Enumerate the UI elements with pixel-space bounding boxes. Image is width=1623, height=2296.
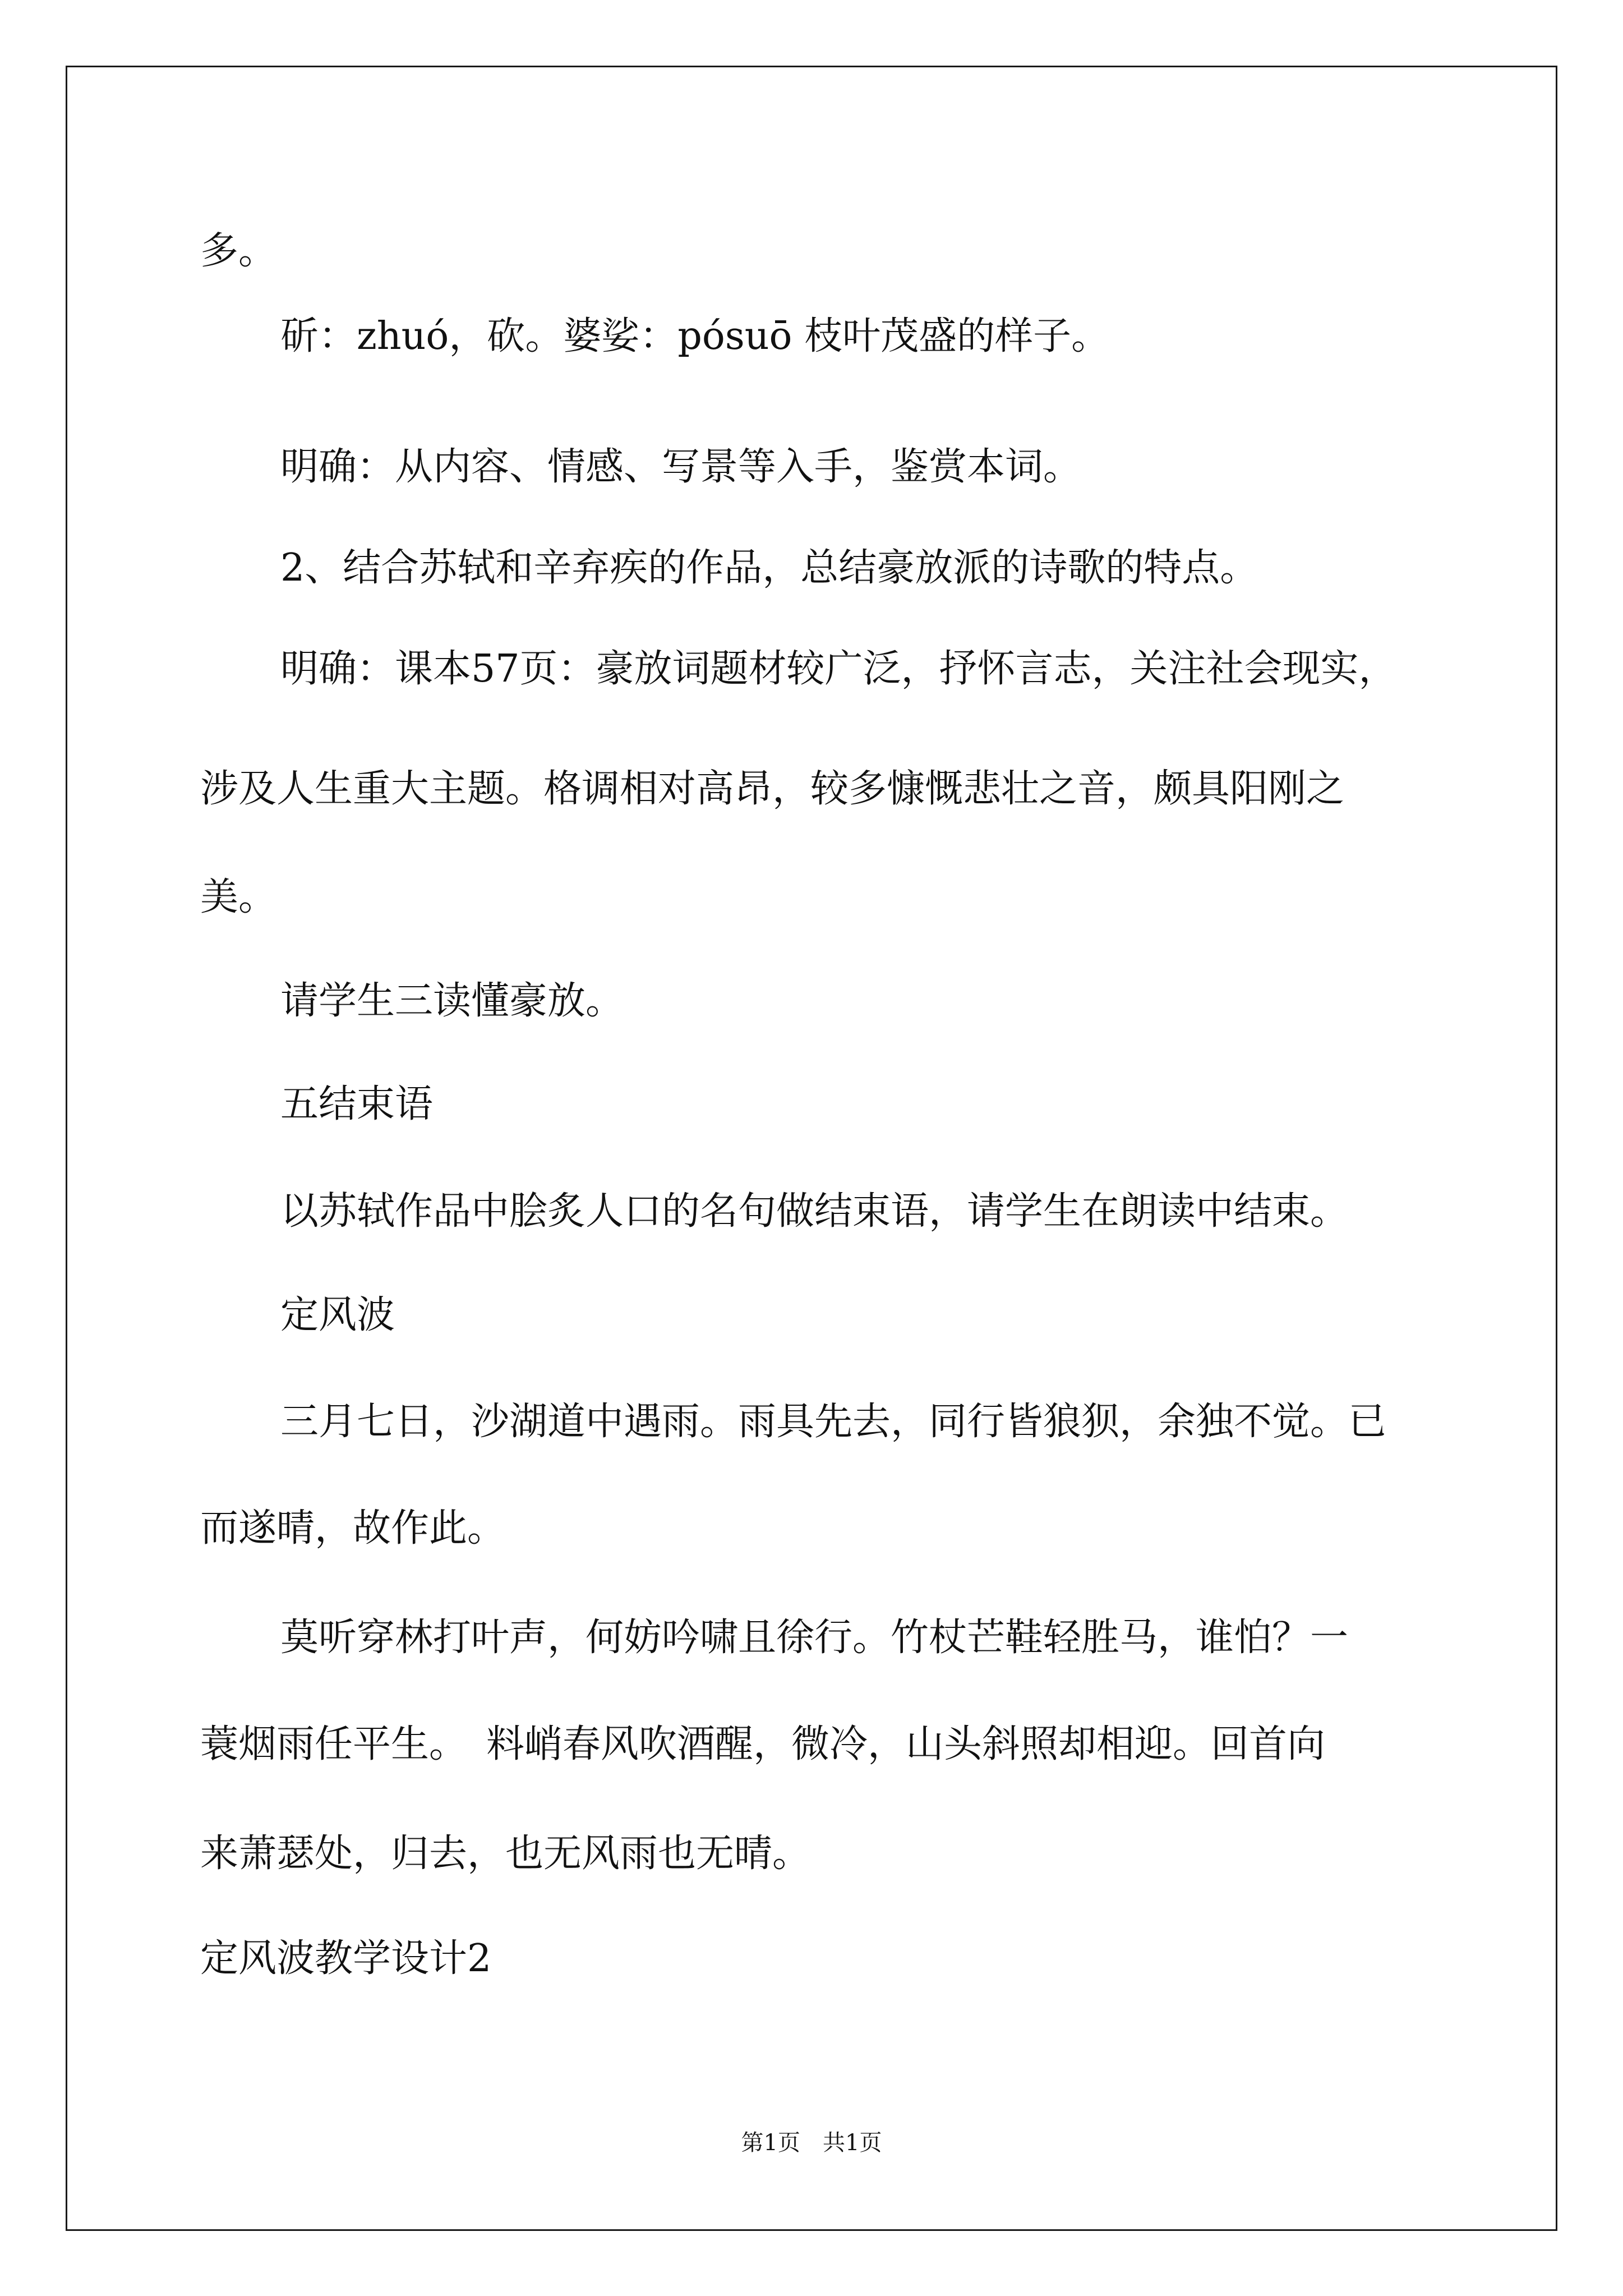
text-line: 请学生三读懂豪放。 <box>280 979 624 1023</box>
page-border <box>66 66 1557 2231</box>
text-line: 蓑烟雨任平生。 料峭春风吹酒醒，微冷，山头斜照却相迎。回首向 <box>200 1722 1326 1766</box>
text-line: 莫听穿林打叶声，何妨吟啸且徐行。竹杖芒鞋轻胜马，谁怕？一 <box>280 1616 1349 1660</box>
text-line: 定风波 <box>280 1293 395 1337</box>
text-line: 来萧瑟处，归去，也无风雨也无晴。 <box>200 1832 811 1876</box>
text-line: 五结束语 <box>280 1082 434 1126</box>
text-line: 以苏轼作品中脍炙人口的名句做结束语，请学生在朗读中结束。 <box>280 1189 1349 1234</box>
text-line: 三月七日，沙湖道中遇雨。雨具先去，同行皆狼狈，余独不觉。已 <box>280 1400 1387 1444</box>
text-line: 2、结合苏轼和辛弃疾的作品，总结豪放派的诗歌的特点。 <box>280 546 1258 590</box>
text-line: 明确：课本57页：豪放词题材较广泛，抒怀言志，关注社会现实， <box>280 647 1397 691</box>
page-number: 第1页 共1页 <box>741 2130 882 2156</box>
text-line: 而遂晴，故作此。 <box>200 1506 506 1550</box>
text-line: 明确：从内容、情感、写景等入手，鉴赏本词。 <box>280 445 1082 489</box>
text-line: 斫：zhuó，砍。婆娑：pósuō 枝叶茂盛的样子。 <box>280 314 1110 358</box>
section-heading: 定风波教学设计2 <box>200 1936 492 1981</box>
text-line: 涉及人生重大主题。格调相对高昂，较多慷慨悲壮之音，颇具阳刚之 <box>200 767 1345 811</box>
text-line: 多。 <box>200 229 277 273</box>
text-line: 美。 <box>200 875 277 919</box>
